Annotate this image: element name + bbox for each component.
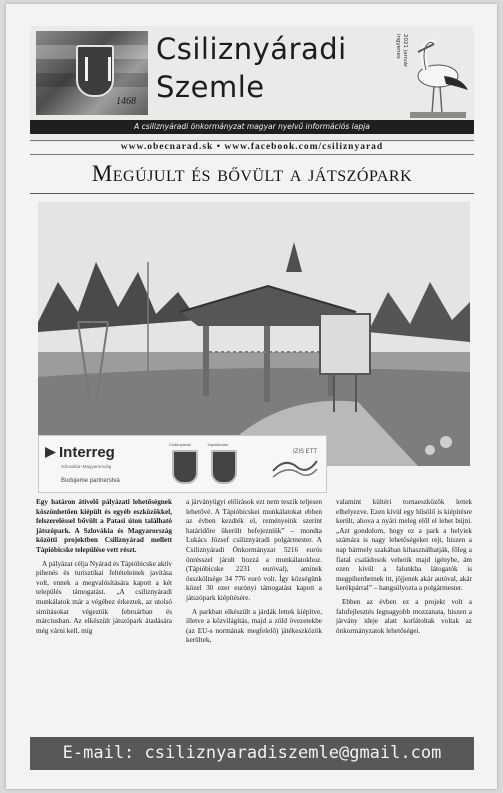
headline-divider <box>30 193 474 194</box>
interreg-logo <box>45 444 115 461</box>
article-headline: Megújult és bővült a játszópark <box>91 161 413 186</box>
website-line: www.obecnarad.sk • www.facebook.com/csiliznyarad <box>30 140 474 155</box>
masthead-title-line1: Csiliznyáradi <box>156 32 347 66</box>
article-column-2 <box>186 498 322 650</box>
newspaper-page <box>6 4 497 789</box>
playground-photo <box>38 202 470 466</box>
interreg-label: Interreg <box>59 444 115 461</box>
article-paragraph: A parkban elkészült a járdák lettek kiépítve, illetve a közvilágítás, majd a zöld övezetekbe (az EU-s normának megfelelő) játékeszközök kerültek, <box>186 607 322 645</box>
article-paragraph: valamint kültéri tornaeszközök lettek elhelyezve. Ezen kívül egy hűsölő is kiépítésre került, ahova a nyári meleg elől el lehet bújni. „Azt gondolom, hogy ez a park a helyiek számára is nagy lehetőségeket rejt, hiszen a nap bármely szakában kihasználhatják, főleg a fiatal családosok vehetik majd igénybe, ám ezen kívül a falunkba látogatók is megpihenhetnek itt, jöjjenek akár autóval, akár kerékpárral” – hangsúlyozta a polgármester. <box>336 498 472 593</box>
crest1-label: Csiliznyárad <box>169 442 191 447</box>
article-paragraph: Ebben az évben ez a projekt volt a falufejlesztés legnagyobb mozzanata, hiszen a járvány ideje alatt korlátoltak voltak az önkormányzatok lehetőségei. <box>336 597 472 635</box>
izis-ett-logo-icon <box>271 443 319 483</box>
interreg-subtitle: Szlovákia–Magyarország <box>61 464 112 469</box>
article-paragraph: A pályázat célja Nyárad és Tápióbicske aktív pihenés és turisztikai feltételeinek javítása volt, ennek a megvalósítására kapott a két település támogatást. „A csiliznyáradi munkálatok már a végéhez érkeztek, az utolsó simításokat végeztük februárban és márciusban. Az elkészült játszópark átadására még várni kell, míg <box>36 559 172 635</box>
partner-label: Budujeme partnerstvá <box>61 478 120 484</box>
article-paragraph: a járványügyi előírások ezt nem teszik teljesen lehetővé. A Tápióbicskei munkálatokat ebben az évben kezdték el, reményeink szerint határidőre ükerült befejezniük” – mondta Lukács József csiliznyáradi polgármester. A Csiliznyáradi Önkormányzat 5216 eurós önrésszel járult hozzá a munkálatokhoz. (Tápióbicske 2231 euróval), aminek összköltsége 34 776 euró volt. Így községünk közel 30 ezer eurónyi támogatást kapott a játszópark kiépítésére. <box>186 498 322 602</box>
article-column-3 <box>336 498 472 640</box>
village-crest-icon <box>76 45 114 97</box>
contact-email-footer[interactable]: E-mail: csiliznyaradiszemle@gmail.com <box>30 737 474 770</box>
founding-year: 1468 <box>116 96 136 107</box>
crest2-label: Tápióbicske <box>207 442 229 447</box>
masthead-subtitle: A csiliznyáradi önkormányzat magyar nyelvű információs lapja <box>30 120 474 134</box>
masthead <box>30 26 474 142</box>
article-lead: Egy határon átívelő pályázati lehetőségnek köszönhetően kiépült és egyéb eszközökkel, felszereléssel bővült a Patasi úton található játszópark. A Szlovákia és Magyarország közötti projektben Csiliznyárad mellett Tápióbicske települése vett részt. <box>36 498 172 554</box>
article-column-1 <box>36 498 172 640</box>
sponsor-logos <box>38 435 327 493</box>
izis-logo-text: IZIS ETT <box>293 449 317 455</box>
tapiobicske-crest-icon <box>211 450 237 484</box>
csiliznyarad-crest-icon <box>172 450 198 484</box>
issue-info: 2021 január ingyenes <box>395 34 408 68</box>
interreg-mark-icon <box>45 447 56 458</box>
stork-icon <box>404 32 470 120</box>
masthead-title-line2: Szemle <box>156 70 265 104</box>
article-body <box>36 498 472 720</box>
